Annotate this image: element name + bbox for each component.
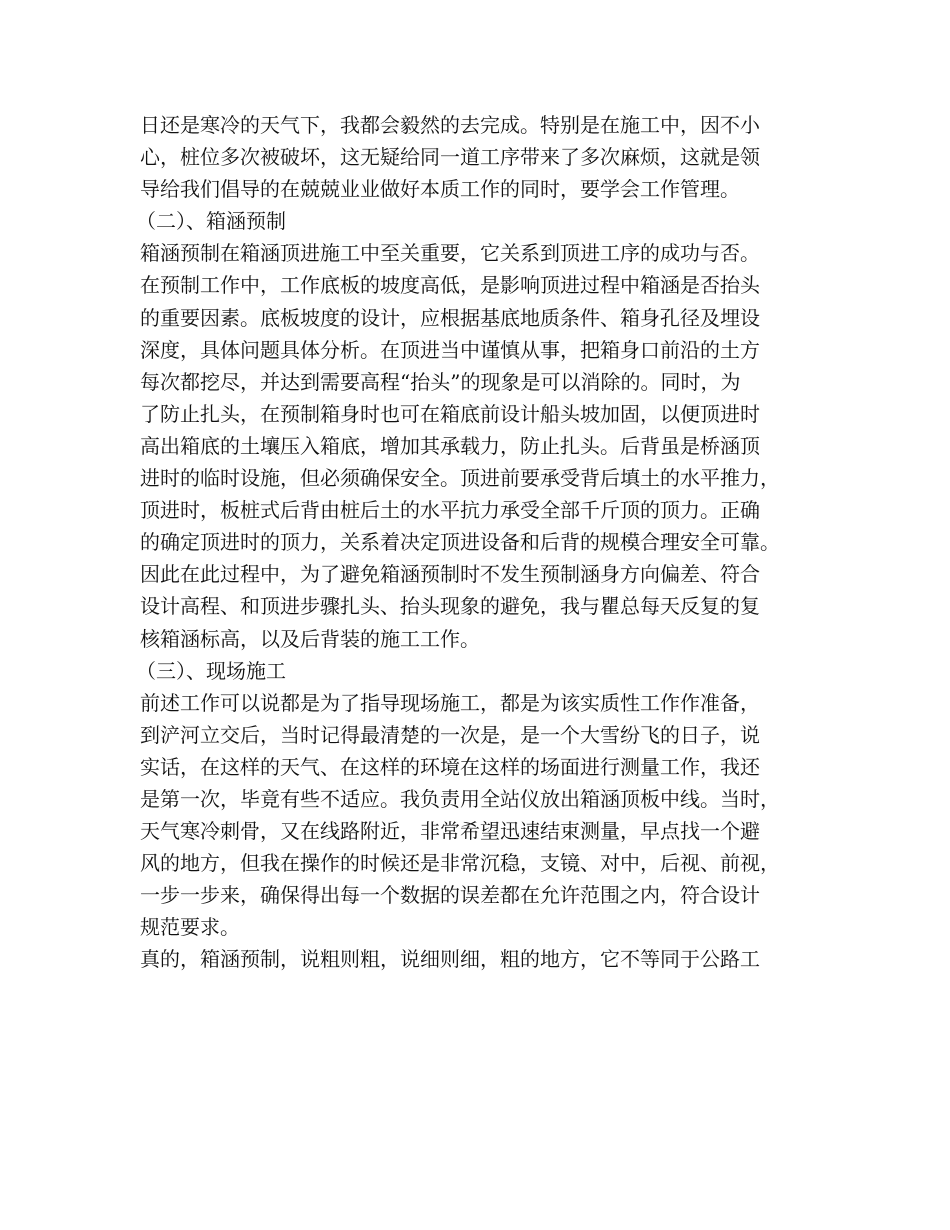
text-line: 一步一步来，确保得出每一个数据的误差都在允许范围之内，符合设计	[140, 883, 760, 908]
text-line: 实话，在这样的天气、在这样的环境在这样的场面进行测量工作，我还	[140, 754, 760, 779]
text-line: 心，桩位多次被破坏，这无疑给同一道工序带来了多次麻烦，这就是领	[140, 145, 760, 170]
section-heading: （三）、现场施工	[136, 658, 286, 683]
text-line: 天气寒冷刺骨，又在线路附近，非常希望迅速结束测量，早点找一个避	[140, 819, 760, 844]
text-line: 箱涵预制在箱涵顶进施工中至关重要，它关系到顶进工序的成功与否。	[140, 241, 760, 266]
document-body	[136, 109, 830, 976]
text-line: 规范要求。	[140, 915, 240, 940]
text-line: 深度，具体问题具体分析。在顶进当中谨慎从事，把箱身口前沿的土方	[140, 337, 760, 362]
text-line: 进时的临时设施，但必须确保安全。顶进前要承受背后填土的水平推力，	[140, 466, 780, 491]
text-line: 前述工作可以说都是为了指导现场施工，都是为该实质性工作作准备，	[140, 690, 760, 715]
text-line: 高出箱底的土壤压入箱底，增加其承载力，防止扎头。后背虽是桥涵顶	[140, 433, 760, 458]
section-heading: （二）、箱涵预制	[136, 209, 286, 234]
text-line: 的确定顶进时的顶力，关系着决定顶进设备和后背的规模合理安全可靠。	[140, 530, 780, 555]
text-line: 风的地方，但我在操作的时候还是非常沉稳，支镜、对中，后视、前视，	[140, 851, 780, 876]
text-line: 的重要因素。底板坡度的设计，应根据基底地质条件、箱身孔径及埋设	[140, 305, 760, 330]
text-line: 导给我们倡导的在兢兢业业做好本质工作的同时，要学会工作管理。	[140, 177, 740, 202]
text-line: 设计高程、和顶进步骤扎头、抬头现象的避免，我与瞿总每天反复的复	[140, 594, 760, 619]
text-line: 在预制工作中，工作底板的坡度高低，是影响顶进过程中箱涵是否抬头	[140, 273, 760, 298]
text-line: 因此在此过程中，为了避免箱涵预制时不发生预制涵身方向偏差、符合	[140, 562, 760, 587]
text-line: 是第一次，毕竟有些不适应。我负责用全站仪放出箱涵顶板中线。当时，	[140, 786, 780, 811]
text-line: 核箱涵标高，以及后背装的施工工作。	[140, 626, 480, 651]
text-line: 日还是寒冷的天气下，我都会毅然的去完成。特别是在施工中，因不小	[140, 113, 760, 137]
text-line: 到浐河立交后，当时记得最清楚的一次是，是一个大雪纷飞的日子，说	[140, 722, 760, 747]
text-line: 顶进时，板桩式后背由桩后土的水平抗力承受全部千斤顶的顶力。正确	[140, 498, 760, 523]
text-line: 每次都挖尽，并达到需要高程“抬头”的现象是可以消除的。同时，为	[140, 369, 741, 394]
text-line: 真的，箱涵预制，说粗则粗，说细则细，粗的地方，它不等同于公路工	[140, 947, 760, 972]
text-line: 了防止扎头，在预制箱身时也可在箱底前设计船头坡加固，以便顶进时	[140, 401, 760, 426]
